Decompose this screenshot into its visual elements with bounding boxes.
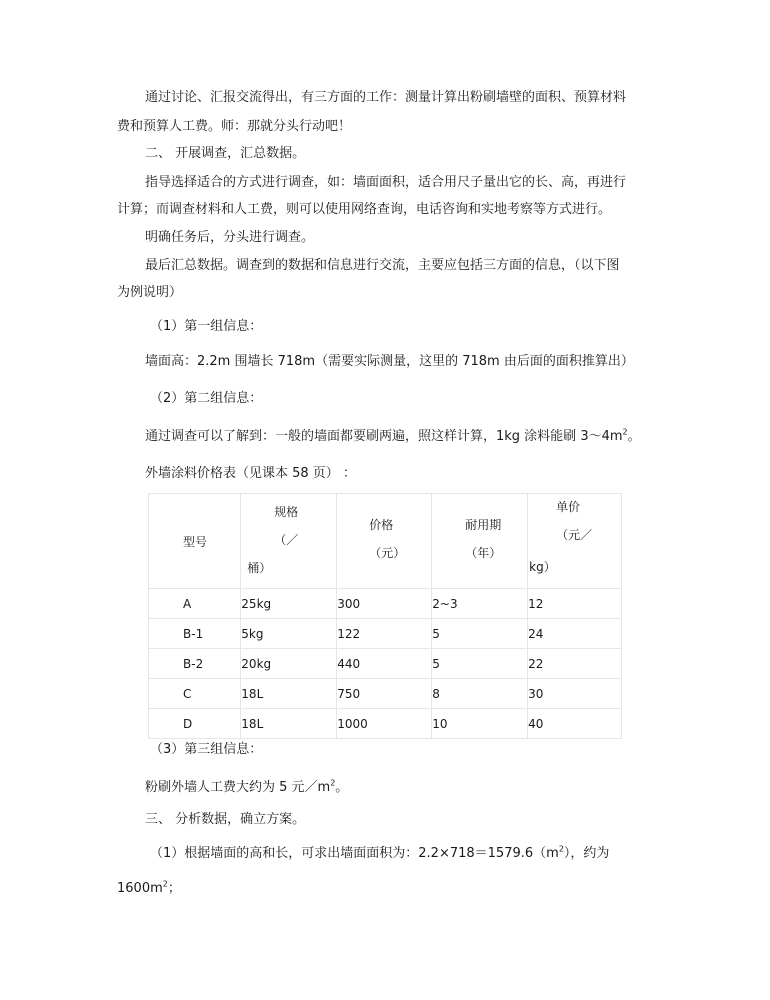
cell-unit-price: 22 [528, 649, 622, 679]
superscript: 2 [558, 844, 564, 854]
group-content [145, 428, 641, 446]
table-row [149, 709, 622, 739]
cell-model: D [149, 709, 241, 739]
header-label: 规格 [274, 505, 299, 519]
superscript: 2 [330, 778, 336, 788]
header-label: 型号 [183, 534, 208, 549]
cell-model: C [149, 679, 241, 709]
paragraph-line: 通过讨论、汇报交流得出，有三方面的工作：测量计算出粉刷墙壁的面积、预算材料 [145, 90, 627, 105]
table-caption: 外墙涂料价格表（见课本 58 页） ： [145, 466, 356, 481]
cell-spec: 18L [241, 709, 337, 739]
table-row [149, 649, 622, 679]
text-run: 。 [335, 780, 349, 795]
cell-price: 440 [337, 649, 432, 679]
cell-life: 10 [432, 709, 528, 739]
cell-model: B-1 [149, 619, 241, 649]
cell-spec: 5kg [241, 619, 337, 649]
cell-price: 1000 [337, 709, 432, 739]
table-row [149, 619, 622, 649]
header-cell-spec [241, 494, 337, 589]
group-content: 墙面高：2.2m 围墙长 718m（需要实际测量，这里的 718m 由后面的面积推算出） [145, 354, 634, 369]
text-run: 粉刷外墙人工费大约为 5 元／m [145, 780, 331, 795]
cell-spec: 25kg [241, 589, 337, 619]
paragraph-line: 为例说明） [117, 285, 183, 300]
superscript: 2 [622, 427, 628, 437]
cell-unit-price: 12 [528, 589, 622, 619]
table-header-row [149, 494, 622, 589]
cell-price: 122 [337, 619, 432, 649]
header-cell-model [149, 494, 241, 589]
cell-life: 2~3 [432, 589, 528, 619]
header-cell-unit-price [528, 494, 622, 589]
superscript: 2 [162, 879, 168, 889]
cell-model: A [149, 589, 241, 619]
paragraph-line: 最后汇总数据。调查到的数据和信息进行交流，主要应包括三方面的信息，（以下图 [145, 258, 620, 273]
header-label: （元） [369, 546, 406, 560]
cell-model: B-2 [149, 649, 241, 679]
text-run: 通过调查可以了解到：一般的墙面都要刷两遍，照这样计算，1kg 涂料能刷 3～4m [145, 429, 623, 444]
header-label: 单价 [556, 500, 581, 514]
cell-price: 300 [337, 589, 432, 619]
header-label: 桶） [247, 561, 272, 575]
cell-unit-price: 24 [528, 619, 622, 649]
paragraph-line: 指导选择适合的方式进行调查，如：墙面面积，适合用尺子量出它的长、高，再进行 [145, 175, 627, 190]
paragraph-line [150, 845, 609, 863]
text-run: 。 [627, 429, 641, 444]
cell-unit-price: 30 [528, 679, 622, 709]
group-title: （3）第三组信息： [150, 742, 263, 757]
paragraph-line: 计算；而调查材料和人工费，则可以使用网络查询，电话咨询和实地考察等方式进行。 [117, 202, 612, 217]
cell-spec: 20kg [241, 649, 337, 679]
text-run: ； [167, 881, 181, 896]
group-content [145, 779, 348, 797]
section-heading: 三、 分析数据，确立方案。 [145, 812, 306, 827]
cell-spec: 18L [241, 679, 337, 709]
paragraph-line: 费和预算人工费。师：那就分头行动吧！ [117, 119, 352, 134]
cell-life: 8 [432, 679, 528, 709]
header-label: （元／ [556, 528, 593, 542]
cell-life: 5 [432, 649, 528, 679]
header-cell-price [337, 494, 432, 589]
cell-price: 750 [337, 679, 432, 709]
paragraph-line: 明确任务后，分头进行调查。 [145, 230, 315, 245]
header-label: 耐用期 [465, 518, 502, 532]
text-run: （1）根据墙面的高和长，可求出墙面面积为：2.2×718＝1579.6（m [150, 846, 559, 861]
group-title: （2）第二组信息： [150, 391, 263, 406]
section-heading: 二、 开展调查，汇总数据。 [145, 146, 306, 161]
header-label: （／ [274, 533, 299, 547]
header-label: 价格 [369, 518, 394, 532]
text-run: 1600m [117, 881, 163, 896]
header-label: kg） [529, 560, 556, 574]
table-row [149, 589, 622, 619]
price-table [148, 493, 622, 739]
header-label: （年） [465, 546, 502, 560]
table-row [149, 679, 622, 709]
text-run: ），约为 [563, 846, 610, 861]
header-cell-life [432, 494, 528, 589]
group-title: （1）第一组信息： [150, 319, 263, 334]
cell-life: 5 [432, 619, 528, 649]
cell-unit-price: 40 [528, 709, 622, 739]
paragraph-line [117, 880, 181, 898]
